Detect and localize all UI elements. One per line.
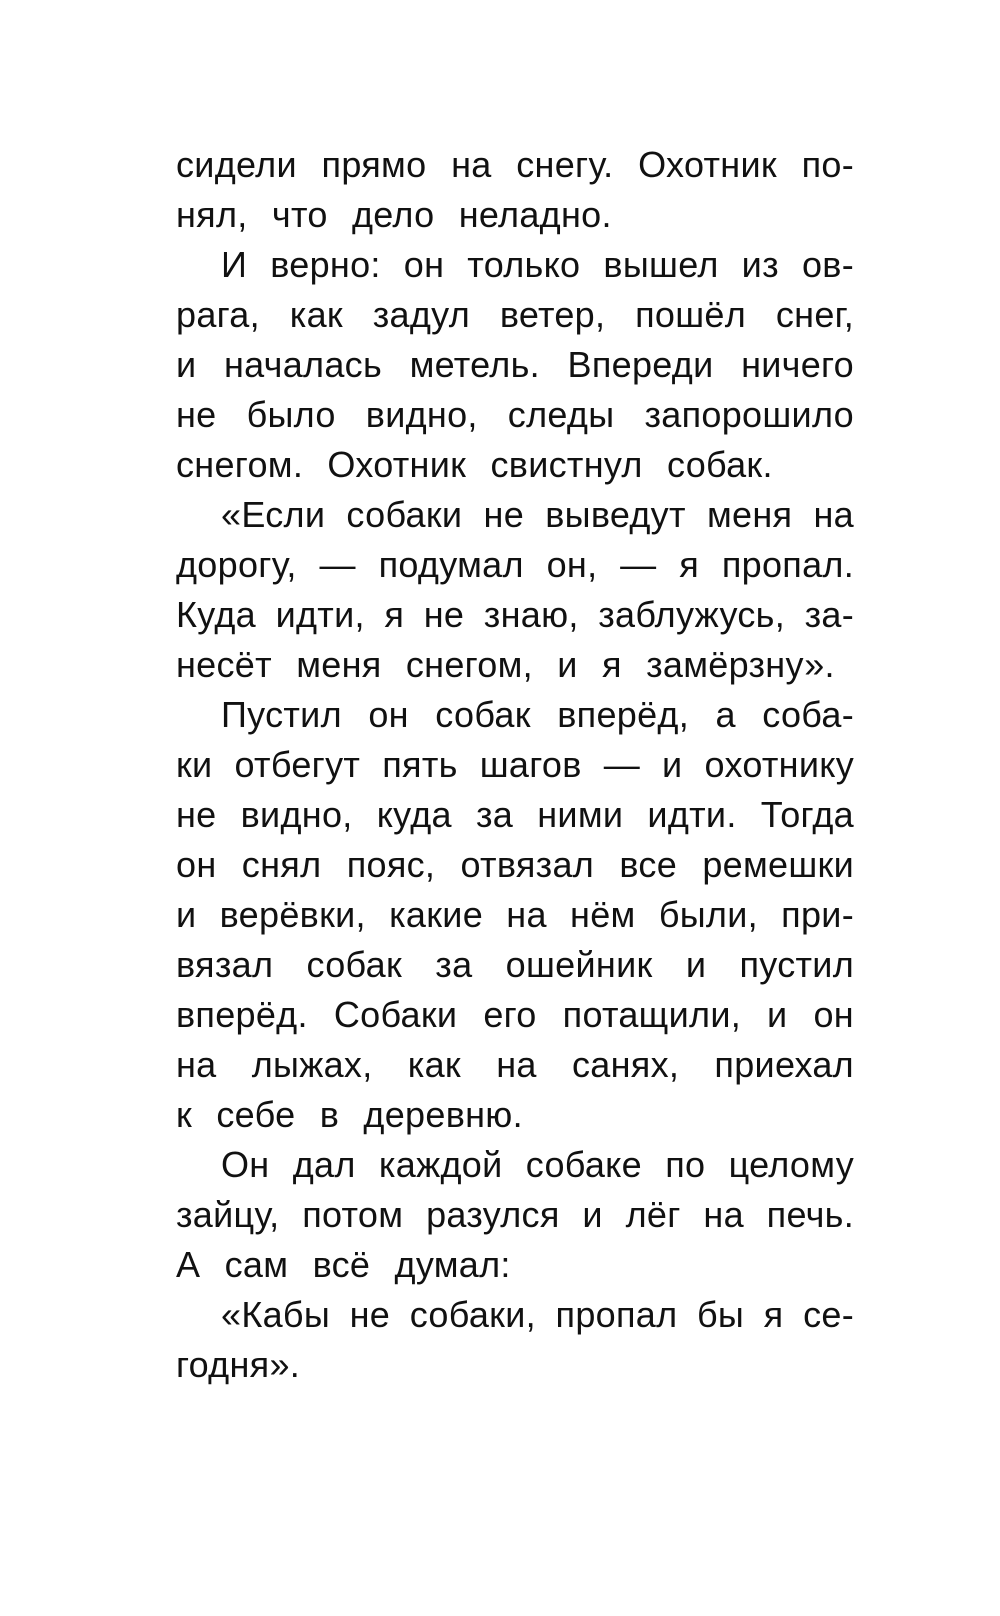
text-line: А сам всё думал: [176, 1244, 511, 1285]
text-line: «Кабы не собаки, пропал бы я се- [221, 1294, 854, 1335]
text-line: ки отбегут пять шагов — и охотнику [176, 744, 854, 785]
text-line: к себе в деревню. [176, 1094, 523, 1135]
text-line: и верёвки, какие на нём были, при- [176, 894, 854, 935]
text-line: «Если собаки не выведут меня на [221, 494, 854, 535]
text-line: И верно: он только вышел из ов- [221, 244, 854, 285]
text-line: сидели прямо на снегу. Охотник по- [176, 144, 854, 185]
text-line: снегом. Охотник свистнул собак. [176, 444, 773, 485]
text-line: Он дал каждой собаке по целому [221, 1144, 854, 1185]
text-line: зайцу, потом разулся и лёг на печь. [176, 1194, 854, 1235]
body-text [176, 140, 854, 1390]
text-line: дорогу, — подумал он, — я пропал. [176, 544, 854, 585]
text-line: Пустил он собак вперёд, а соба- [221, 694, 854, 735]
text-line: не было видно, следы запорошило [176, 394, 854, 435]
text-line: на лыжах, как на санях, приехал [176, 1044, 854, 1085]
text-line: вязал собак за ошейник и пустил [176, 944, 854, 985]
text-line: вперёд. Собаки его потащили, и он [176, 994, 854, 1035]
text-line: Куда идти, я не знаю, заблужусь, за- [176, 594, 854, 635]
text-line: рага, как задул ветер, пошёл снег, [176, 294, 854, 335]
text-line: несёт меня снегом, и я замёрзну». [176, 644, 835, 685]
text-line: он снял пояс, отвязал все ремешки [176, 844, 854, 885]
text-line: и началась метель. Впереди ничего [176, 344, 854, 385]
text-line: нял, что дело неладно. [176, 194, 612, 235]
text-line: не видно, куда за ними идти. Тогда [176, 794, 854, 835]
text-line: годня». [176, 1344, 301, 1385]
